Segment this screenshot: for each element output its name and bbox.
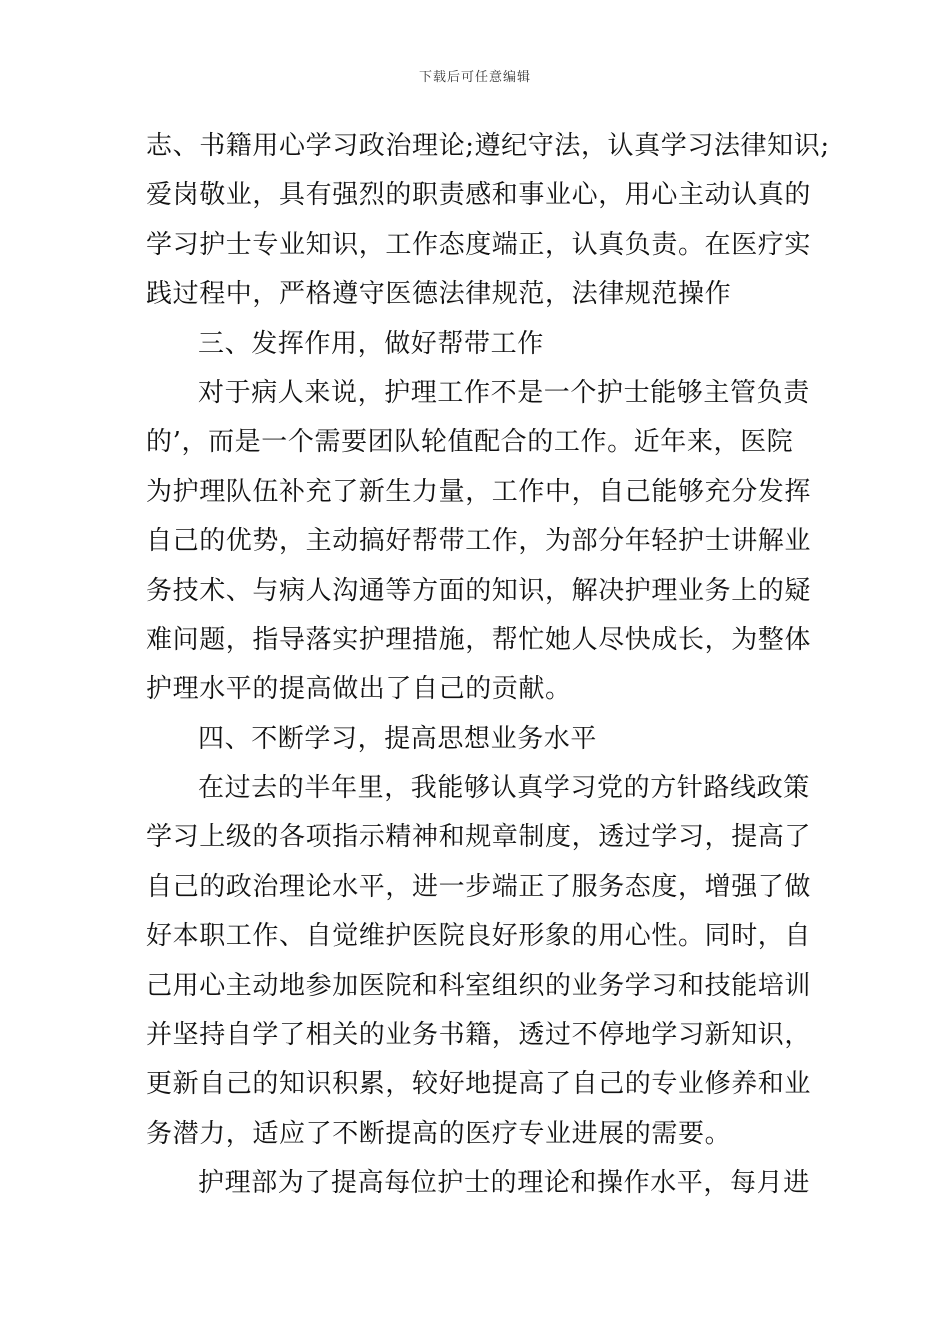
text-line: 自己的优势，主动搞好帮带工作，为部分年轻护士讲解业 [146,526,812,557]
text-line: 难问题，指导落实护理措施，帮忙她人尽快成长，为整体 [146,624,812,655]
body-text [146,122,830,1209]
text-line: 对于病人来说，护理工作不是一个护士能够主管负责 [198,377,810,408]
text-line: 学习护士专业知识，工作态度端正，认真负责。在医疗实 [146,229,812,260]
text-line: 护理部为了提高每位护士的理论和操作水平，每月进 [198,1168,810,1199]
text-line: 四、不断学习，提高思想业务水平 [198,723,598,754]
text-line: 为护理队伍补充了新生力量，工作中，自己能够充分发挥 [146,476,812,507]
text-line: 护理水平的提高做出了自己的贡献。 [146,674,572,705]
text-line: 己用心主动地参加医院和科室组织的业务学习和技能培训 [146,970,812,1001]
text-line: 自己的政治理论水平，进一步端正了服务态度，增强了做 [146,871,812,902]
text-line: 务潜力，适应了不断提高的医疗专业进展的需要。 [146,1118,732,1149]
text-line: 更新自己的知识积累，较好地提高了自己的专业修养和业 [146,1069,812,1100]
text-line: 志、书籍用心学习政治理论;遵纪守法，认真学习法律知识; [146,131,830,161]
text-line: 的’，而是一个需要团队轮值配合的工作。近年来，医院 [146,427,794,458]
text-line: 务技术、与病人沟通等方面的知识，解决护理业务上的疑 [146,575,812,606]
text-line: 好本职工作、自觉维护医院良好形象的用心性。同时，自 [146,921,812,952]
text-line: 践过程中，严格遵守医德法律规范，法律规范操作 [146,279,732,310]
text-line: 三、发挥作用，做好帮带工作 [198,328,544,359]
text-line: 并坚持自学了相关的业务书籍，透过不停地学习新知识， [146,1020,812,1051]
page-header: 下载后可任意编辑 [418,70,531,85]
text-line: 学习上级的各项指示精神和规章制度，透过学习，提高了 [146,822,812,853]
text-line: 爱岗敬业，具有强烈的职责感和事业心，用心主动认真的 [146,180,812,211]
text-line: 在过去的半年里，我能够认真学习党的方针路线政策 [198,773,810,804]
